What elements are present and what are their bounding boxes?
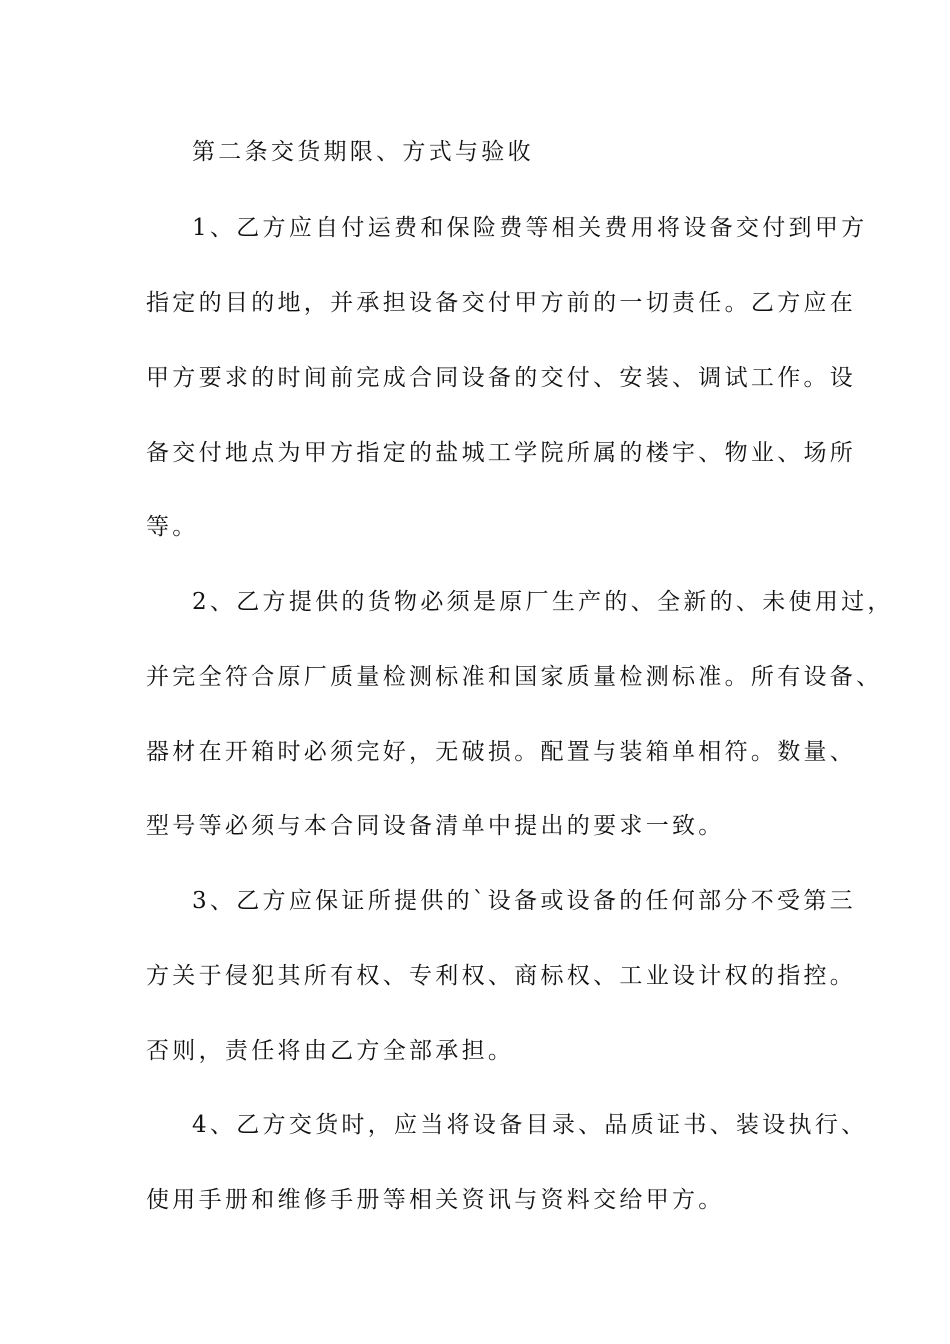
- clause-1-line-5: 等。: [146, 514, 199, 540]
- clause-2-line-1: 2、乙方提供的货物必须是原厂生产的、全新的、未使用过，: [192, 589, 894, 615]
- clause-1-line-1: 1、乙方应自付运费和保险费等相关费用将设备交付到甲方: [192, 215, 868, 241]
- clause-1-line-3: 甲方要求的时间前完成合同设备的交付、安装、调试工作。设: [146, 365, 857, 391]
- clause-4-line-1: 4、乙方交货时，应当将设备目录、品质证书、装设执行、: [192, 1112, 868, 1138]
- clause-2-line-4: 型号等必须与本合同设备清单中提出的要求一致。: [146, 813, 725, 839]
- clause-1-line-2: 指定的目的地，并承担设备交付甲方前的一切责任。乙方应在: [146, 290, 857, 316]
- clause-3-line-2: 方关于侵犯其所有权、专利权、商标权、工业设计权的指控。: [146, 963, 857, 989]
- clause-4-line-2: 使用手册和维修手册等相关资讯与资料交给甲方。: [146, 1187, 725, 1213]
- clause-3-line-3: 否则，责任将由乙方全部承担。: [146, 1038, 515, 1064]
- clause-1-line-4: 备交付地点为甲方指定的盐城工学院所属的楼宇、物业、场所: [146, 440, 857, 466]
- clause-2-line-3: 器材在开箱时必须完好，无破损。配置与装箱单相符。数量、: [146, 739, 857, 765]
- clause-2-line-2: 并完全符合原厂质量检测标准和国家质量检测标准。所有设备、: [146, 664, 883, 690]
- section-heading: 第二条交货期限、方式与验收: [192, 139, 534, 165]
- clause-3-line-1: 3、乙方应保证所提供的`设备或设备的任何部分不受第三: [192, 888, 856, 914]
